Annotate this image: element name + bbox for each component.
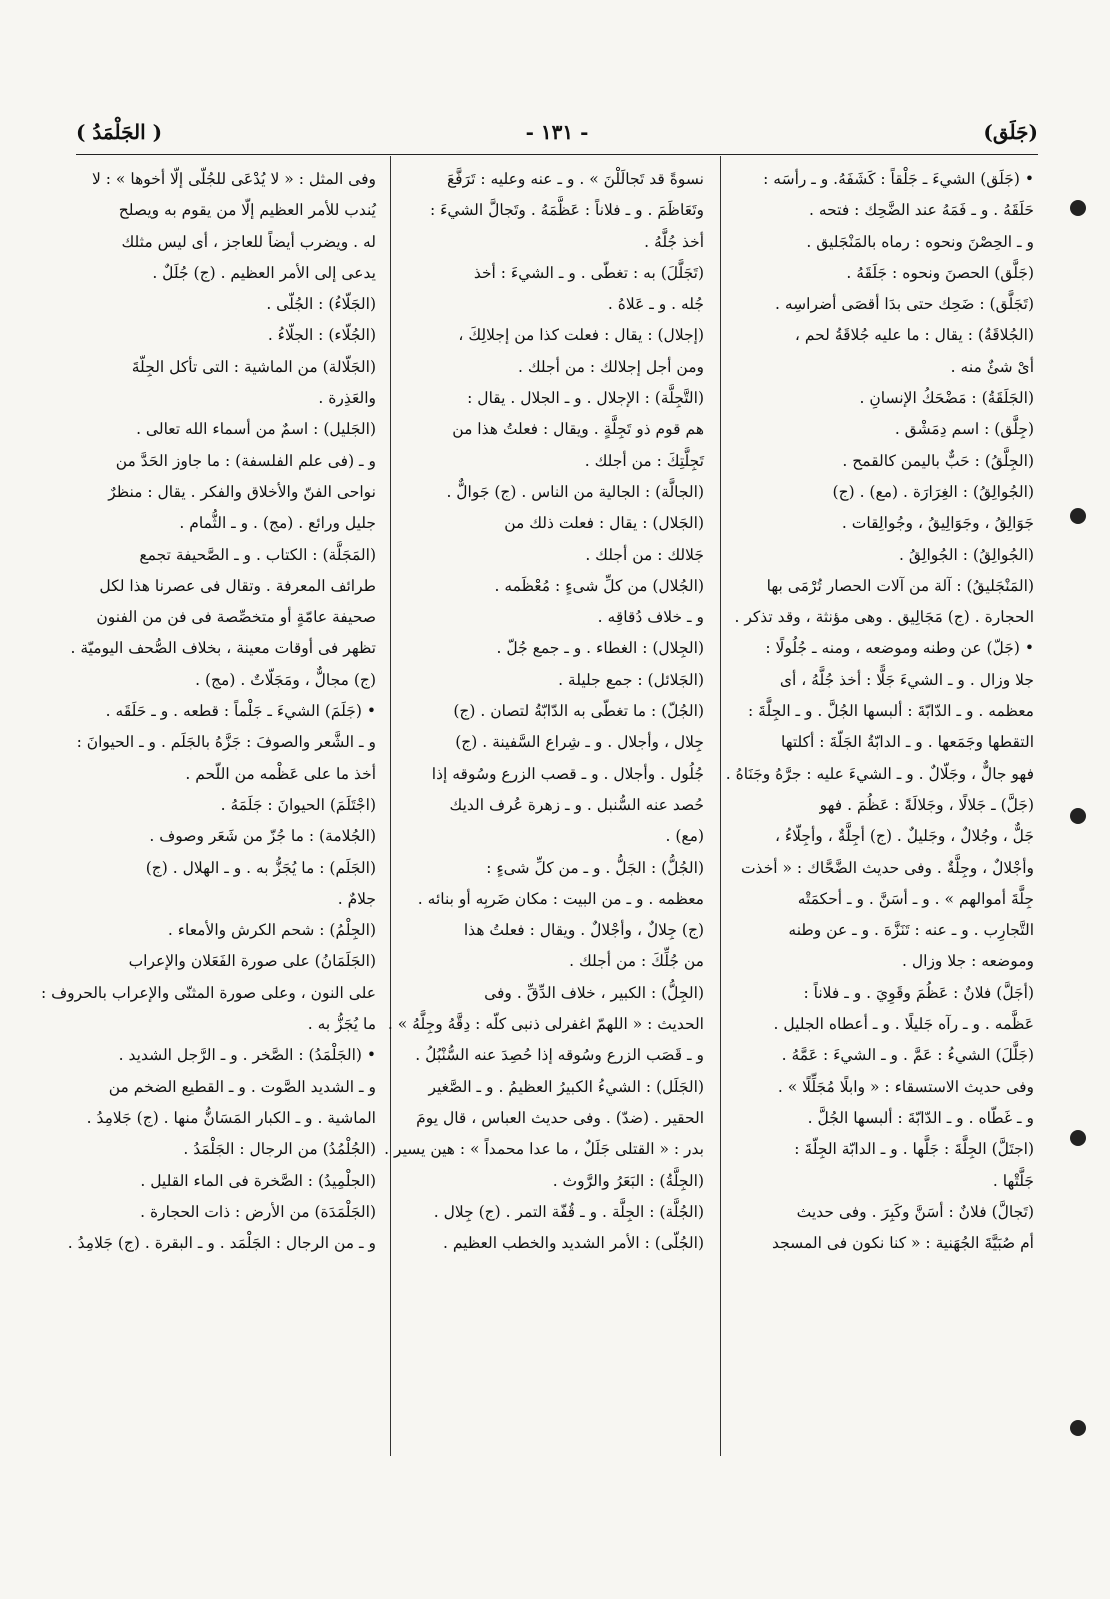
text-line: حَلَقَهُ . و ـ فَمَهُ عند الضَّحِك : فتحه . <box>809 201 1034 220</box>
text-line: (الجَلْمَدَة) من الأرض : ذات الحجارة . <box>140 1202 376 1221</box>
text-line: (إجلال) : يقال : فعلت كذا من إجلالِكَ ، <box>458 326 704 345</box>
text-line: (الجَلَل) : الشيءُ الكبيرُ العظيمُ . و ـ الصَّغير <box>428 1077 704 1096</box>
text-line: (الجَلَقَةُ) : مَضْحَكُ الإنسانِ . <box>859 389 1034 408</box>
text-line: جلا وزال . و ـ الشيءَ جَلًّا : أخذ جُلَّهُ ، أى <box>779 670 1034 689</box>
text-line: وفى حديث الاستسقاء : « وابلًا مُجَلِّلًا » . <box>777 1077 1034 1096</box>
text-line: (الجُوالِقُ) : الجُوالِقُ . <box>898 545 1034 564</box>
text-line: له . ويضرب أيضاً للعاجز ، أى ليس مثلك <box>121 232 376 251</box>
text-line: (الجُلَّة) : الجِلَّة . و ـ قُفّة التمر . (ج) جِلال . <box>433 1202 704 1221</box>
text-line: و ـ خلاف دُقاقِه . <box>597 608 704 627</box>
scan-edge-mark <box>1070 508 1086 524</box>
text-line: أخذ جُلَّهُ . <box>644 232 704 251</box>
text-line: (الجالَّة) : الجالية من الناس . (ج) جَوالٌّ . <box>446 482 704 501</box>
text-line: • (الجَلْمَدُ) : الصَّخر . و ـ الرَّجل الشديد . <box>118 1046 376 1065</box>
text-line: (الجَلَمَانُ) على صورة الفَعَلان والإعراب <box>128 952 376 971</box>
text-line: هم قوم ذو تَجِلَّةٍ . ويقال : فعلتُ هذا من <box>452 420 704 439</box>
text-line: (جَلَّق) الحصنَ ونحوه : جَلَقَهُ . <box>846 263 1034 282</box>
text-line: تَجِلَّتِكَ : من أجلك . <box>584 451 704 470</box>
column-middle <box>384 164 704 1454</box>
text-line: نواحى الفنّ والأخلاق والفكر . يقال : منظرٌ <box>108 482 376 501</box>
text-line: (الجُلّى) : الأمر الشديد والخطب العظيم . <box>442 1234 704 1253</box>
text-line: (جِلَّق) : اسم دِمَشْق . <box>894 420 1034 439</box>
text-line: (الجَلَم) : ما يُجَزُّ به . و ـ الهلال . (ج) <box>145 858 376 877</box>
text-line: الحجارة . (ج) مَجَالِيق . وهى مؤنثة ، وقد تذكر . <box>734 608 1034 627</box>
text-line: جِلال ، وأجلال . و ـ شِراع السَّفينة . (ج) <box>455 733 704 752</box>
text-line: حُصد عنه السُّنبل . و ـ زهرة عُرف الديك <box>449 795 704 814</box>
text-line: و ـ الشَّعر والصوفَ : جَزَّهُ بالجَلَم . و ـ الحيوانَ : <box>76 733 376 752</box>
text-line: (التَّجِلَّة) : الإجلال . و ـ الجلال . يقال : <box>467 389 704 408</box>
text-line: (تَجَلَّلَ) به : تغطّى . و ـ الشيءَ : أخذ <box>473 263 704 282</box>
column-divider-left <box>390 156 391 1456</box>
text-line: يدعى إلى الأمر العظيم . (ج) جُلَلٌ . <box>152 263 376 282</box>
text-line: وتَعَاظَمَ . و ـ فلاناً : عَظَّمَهُ . وتَجالَّ الشيءَ : <box>429 201 704 220</box>
text-line: يُندب للأمر العظيم إلّا من يقوم به ويصلح <box>118 201 376 220</box>
text-line: تظهر فى أوقات معينة ، بخلاف الصُّحف اليوميّة . <box>70 639 376 658</box>
text-line: (الجِلَّةُ) : البَعَرُ والرَّوث . <box>552 1171 704 1190</box>
text-line: و ـ الشديد الصَّوت . و ـ القطيع الضخم من <box>108 1077 376 1096</box>
text-line: أخذ ما على عَظْمه من اللّحم . <box>185 764 376 783</box>
text-line: (مع) . <box>665 827 704 846</box>
text-line: و ـ غَطّاه . و ـ الدّابّةَ : ألبسها الجُلَّ . <box>807 1108 1034 1127</box>
text-line: (ج) جِلالٌ ، وأجْلالٌ . ويقال : فعلتُ هذا <box>463 921 704 940</box>
text-line: من جُلِّكَ : من أجلك . <box>569 952 704 971</box>
right-guide-word: (جَلَق) <box>983 120 1038 144</box>
text-line: (تَجَلَّق) : ضَحِك حتى بدَا أقصَى أضراسِه . <box>775 295 1034 314</box>
text-line: (الجُلْمُدُ) من الرجال : الجَلْمَدُ . <box>183 1140 376 1159</box>
column-right <box>725 164 1034 1454</box>
text-line: (الجِلال) : الغطاء . و ـ جمع جُلّ . <box>496 639 704 658</box>
text-line: (الجلْمِيدُ) : الصَّخرة فى الماء القليل . <box>140 1171 376 1190</box>
scan-edge-mark <box>1070 200 1086 216</box>
text-line: (الجُلّ) : ما تغطّى به الدّابّةُ لتصان . (ج) <box>453 702 704 721</box>
text-line: (جَلَّ) ـ جَلالًا ، وجَلالَةً : عَظُمَ . فهو <box>819 795 1034 814</box>
text-line: جلامٌ . <box>337 889 376 908</box>
page-number: - ١٣١ - <box>525 120 589 144</box>
scan-edge-mark <box>1070 1130 1086 1146</box>
text-line: جَلالك : من أجلك . <box>585 545 704 564</box>
text-line: (الجُلّاء) : الجلّاءُ . <box>267 326 376 345</box>
text-line: و ـ الحِصْنَ ونحوه : رماه بالمَنْجَليق . <box>806 232 1034 251</box>
text-line: (تَجالَّ) فلانٌ : أسَنَّ وكَبِرَ . وفى حديث <box>796 1202 1034 1221</box>
text-line: وموضعه : جلا وزال . <box>902 952 1034 971</box>
text-line: و ـ (فى علم الفلسفة) : ما جاوز الحَدَّ من <box>115 451 376 470</box>
page-header <box>76 120 1038 152</box>
text-line: بدر : « القتلى جَلَلٌ ، ما عدا محمداً » : هين يسير . <box>384 1140 704 1159</box>
text-line: • (جَلّ) عن وطنه وموضعه ، ومنه ـ جُلُولًا : <box>765 639 1034 658</box>
text-line: جَلٌّ ، وجُلالٌ ، وجَليلٌ . (ج) أجِلَّةٌ ، وأجِلّاءُ ، <box>774 827 1034 846</box>
text-line: جَلَّتْها . <box>992 1171 1034 1190</box>
text-line: ومن أجل إجلالك : من أجلك . <box>517 357 704 376</box>
column-left <box>40 164 376 1454</box>
text-line: جَوَالِقُ ، وجَوَالِيقُ ، وجُوالِقات . <box>841 514 1034 533</box>
text-line: نسوةً قد تَجالَلْنَ » . و ـ عنه وعليه : تَرَفَّعَ <box>446 170 704 188</box>
text-line: (اجتَلَّ) الجِلَّةَ : جَلَّها . و ـ الدابّة الجِلّةَ : <box>794 1140 1034 1159</box>
text-line: (ج) مجالٌّ ، ومَجَلّاتٌ . (مج) . <box>195 670 376 689</box>
text-line: ما يُجَزُّ به . <box>307 1015 376 1034</box>
scan-edge-mark <box>1070 808 1086 824</box>
text-line: جِلَّةَ أموالهم » . و ـ أسَنَّ . و ـ أحكمَتْه <box>797 889 1034 908</box>
text-line: • (جَلَق) الشيءَ ـ جَلْقاً : كَشَفَهُ. و ـ رأسَه : <box>763 170 1034 188</box>
text-line: (المَنْجَليقُ) : آلة من آلات الحصار تُرْمَى بها <box>766 576 1034 595</box>
header-rule <box>76 154 1038 155</box>
text-line: فهو جالٌّ ، وجَلّالٌ . و ـ الشيءَ عليه : جرَّهُ وجَنَاهُ . <box>725 764 1034 783</box>
text-line: (المَجَلَّة) : الكتاب . و ـ الصَّحيفة تجمع <box>139 545 376 564</box>
text-line: عَظَّمه . و ـ رآه جَليلًا . و ـ أعطاه الجليل . <box>773 1015 1034 1034</box>
left-guide-word: ( الجَلْمَدُ ) <box>76 120 163 144</box>
text-line: أم صُبَيَّةَ الجُهَنية : « كنا نكون فى المسجد <box>771 1234 1034 1253</box>
text-line: والعَذِرة . <box>318 389 376 408</box>
text-line: (الجُلال) من كلِّ شىءٍ : مُعْظَمه . <box>494 576 704 595</box>
text-line: الحقير . (ضدّ) . وفى حديث العباس ، قال يومَ <box>416 1108 704 1127</box>
text-line: (الجِلْمُ) : شحم الكرش والأمعاء . <box>167 921 376 940</box>
text-line: معظمه . و ـ من البيت : مكان ضَربِه أو بنائه . <box>417 889 704 908</box>
text-line: (اجْتَلَمَ) الحيوانَ : جَلَمَهُ . <box>220 795 376 814</box>
text-line: (الجَلائل) : جمع جليلة . <box>558 670 704 689</box>
text-line: (الجِلُّ) : الكبير ، خلاف الدِّقِّ . وفى <box>484 983 704 1002</box>
text-line: و ـ من الرجال : الجَلْمَد . و ـ البقرة . (ج) جَلامِدُ . <box>67 1234 376 1253</box>
text-line: على النون ، وعلى صورة المثنّى والإعراب بالحروف : <box>40 983 376 1002</box>
text-line: (الجُلامة) : ما جُزّ من شَعَر وصوف . <box>149 827 376 846</box>
text-line: صحيفة عامّةٍ أو متخصِّصة فى فن من الفنون <box>96 608 376 627</box>
text-line: وأجْلالٌ ، وجِلَّةٌ . وفى حديث الضَّحَّاك : « أخذت <box>740 858 1034 877</box>
text-line: وفى المثل : « لا يُدْعَى للجُلّى إلّا أخوها » : لا <box>92 170 376 188</box>
text-line: (الجَلّالة) من الماشية : التى تأكل الجِلّةَ <box>131 357 376 376</box>
scan-edge-mark <box>1070 1420 1086 1436</box>
text-line: (أجَلَّ) فلانٌ : عَظُمَ وقَوِيَ . و ـ فلاناً : <box>803 983 1034 1002</box>
text-line: التَّجارِب . و ـ عنه : تَنَزَّهَ . و ـ عن وطنه <box>788 921 1034 940</box>
text-line: طرائف المعرفة . وتقال فى عصرنا هذا لكل <box>99 576 376 595</box>
text-line: (الجُلُّ) : الجَلُّ . و ـ من كلِّ شىءٍ : <box>486 858 704 877</box>
column-divider-right <box>720 156 721 1456</box>
text-line: معظمه . و ـ الدّابّةَ : ألبسها الجُلَّ . و ـ الجِلَّةَ : <box>748 702 1034 721</box>
text-line: (الجِلَّقُ) : حَبٌّ باليمن كالقمح . <box>842 451 1034 470</box>
text-line: و ـ قَصَب الزرع وسُوقه إذا حُصِدَ عنه السُّنْبُلُ . <box>415 1046 704 1065</box>
text-line: جُله . و ـ عَلاهُ . <box>607 295 704 314</box>
text-line: الماشية . و ـ الكبار المَسَانُّ منها . (ج) جَلامِدُ . <box>86 1108 376 1127</box>
text-line: أىْ شئٌ منه . <box>950 357 1034 376</box>
text-line: جُلُول . وأجلال . و ـ قصب الزرع وسُوقه إذا <box>431 764 704 783</box>
text-line: (الجُوالِقُ) : الغِرَارَة . (مع) . (ج) <box>832 482 1034 501</box>
text-line: (الجَلال) : يقال : فعلت ذلك من <box>504 514 704 533</box>
text-line: (الجَلّاءُ) : الجُلّى . <box>266 295 376 314</box>
text-line: (الجُلاقَةُ) : يقال : ما عليه جُلاقَةُ لحم ، <box>794 326 1034 345</box>
text-line: (جَلَّلَ) الشيءُ : عَمَّ . و ـ الشيءَ : عَمَّهُ . <box>781 1046 1034 1065</box>
text-line: التقطها وجَمَعها . و ـ الدابّةُ الجَلّةَ : أكلتها <box>780 733 1034 752</box>
text-line: (الجَليل) : اسمٌ من أسماء الله تعالى . <box>136 420 376 439</box>
text-line: • (جَلَمَ) الشيءَ ـ جَلْماً : قطعه . و ـ حَلَقَه . <box>105 702 376 721</box>
text-line: الحديث : « اللهمّ اغفرلى ذنبى كلّه : دِقَّهُ وجِلَّهُ » . <box>387 1015 704 1034</box>
text-line: جليل ورائع . (مج) . و ـ الثُّمام . <box>179 514 376 533</box>
